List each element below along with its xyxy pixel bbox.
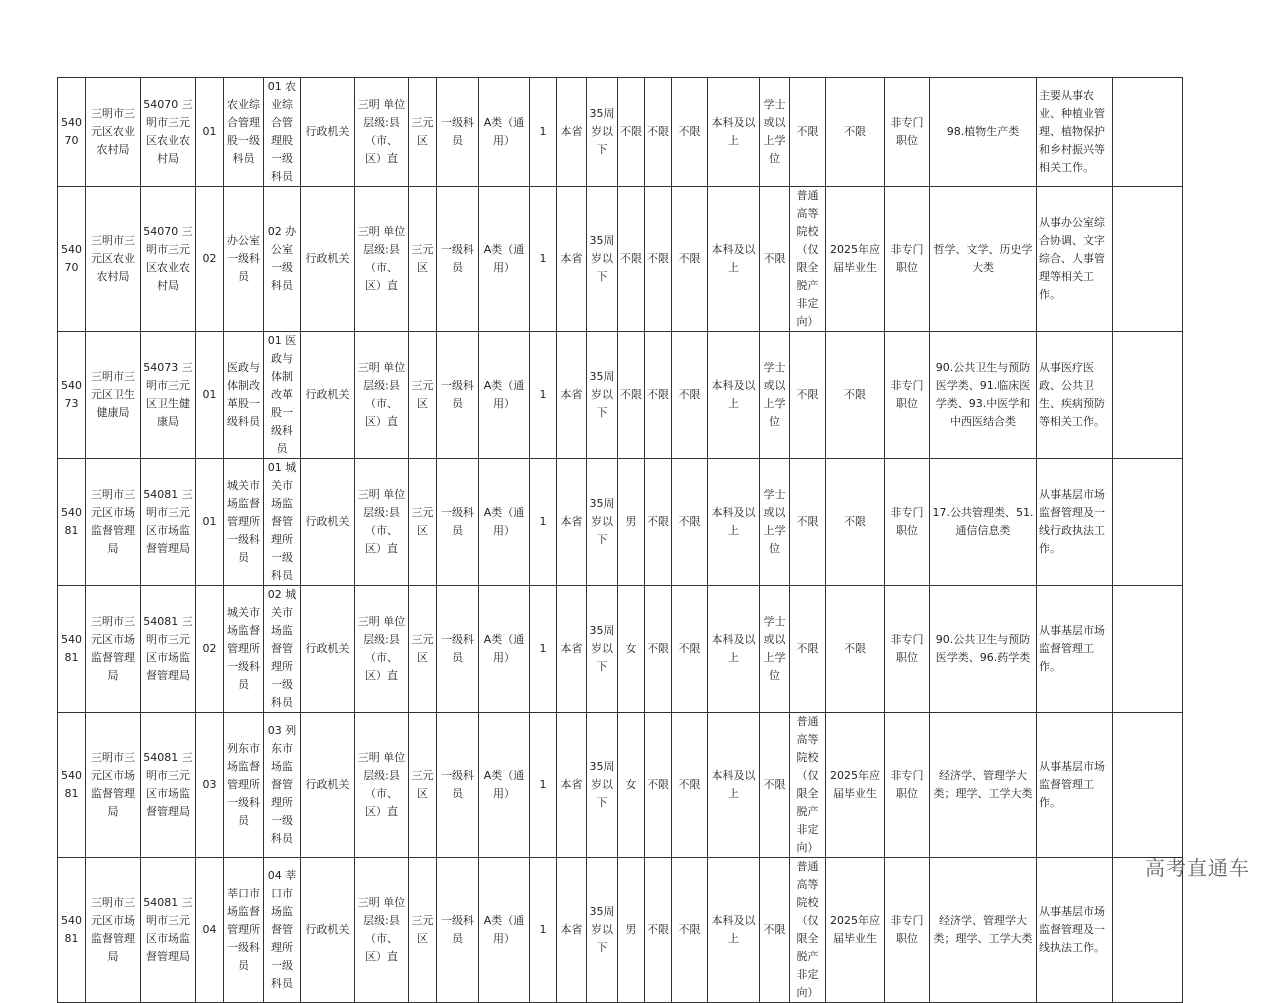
- table-cell: A类（通用）: [479, 78, 530, 187]
- table-cell: 1: [530, 713, 557, 858]
- table-cell: 本科及以上: [708, 713, 760, 858]
- table-cell: A类（通用）: [479, 187, 530, 332]
- table-cell: 1: [530, 858, 557, 1003]
- table-cell: 三明 单位层级:县（市、区）直: [355, 78, 409, 187]
- table-cell: 从事基层市场监督管理工作。: [1037, 586, 1113, 713]
- table-cell: 女: [618, 713, 645, 858]
- table-cell: 学士或以上学位: [760, 78, 790, 187]
- table-cell: 非专门职位: [885, 586, 930, 713]
- table-cell: 不限: [618, 78, 645, 187]
- table-cell: 1: [530, 586, 557, 713]
- table-cell: 不限: [826, 78, 885, 187]
- table-cell: 03: [196, 713, 224, 858]
- table-cell: 02: [196, 187, 224, 332]
- table-row: [58, 586, 1183, 713]
- table-cell: 不限: [672, 187, 708, 332]
- table-cell: 35周岁以下: [587, 586, 618, 713]
- table-row: [58, 713, 1183, 858]
- job-table: [57, 77, 1183, 1003]
- table-cell: 一级科员: [437, 332, 479, 459]
- table-cell: 不限: [826, 586, 885, 713]
- table-row: [58, 78, 1183, 187]
- table-cell: 普通高等院校（仅限全脱产非定向）: [790, 187, 826, 332]
- table-cell: 不限: [760, 713, 790, 858]
- table-cell: 行政机关: [301, 187, 355, 332]
- table-cell: 城关市场监督管理所一级科员: [224, 586, 264, 713]
- table-row: [58, 332, 1183, 459]
- table-cell: 不限: [672, 586, 708, 713]
- table-cell: 男: [618, 858, 645, 1003]
- table-cell: 不限: [790, 459, 826, 586]
- table-cell: 医政与体制改革股一级科员: [224, 332, 264, 459]
- table-cell: 不限: [645, 187, 672, 332]
- table-cell: 不限: [645, 459, 672, 586]
- table-cell: 三明 单位层级:县（市、区）直: [355, 713, 409, 858]
- table-cell: 90.公共卫生与预防医学类、96.药学类: [930, 586, 1037, 713]
- table-cell: 02: [196, 586, 224, 713]
- table-cell: 1: [530, 332, 557, 459]
- table-cell: 不限: [826, 459, 885, 586]
- table-cell: 不限: [645, 332, 672, 459]
- table-cell: 本省: [557, 332, 587, 459]
- table-cell: [1113, 332, 1183, 459]
- table-cell: 54081 三明市三元区市场监督管理局: [141, 586, 196, 713]
- table-cell: 不限: [790, 78, 826, 187]
- table-cell: 不限: [618, 187, 645, 332]
- table-cell: A类（通用）: [479, 586, 530, 713]
- table-cell: A类（通用）: [479, 858, 530, 1003]
- table-cell: 54073: [58, 332, 86, 459]
- table-cell: 学士或以上学位: [760, 586, 790, 713]
- table-cell: 一级科员: [437, 713, 479, 858]
- table-cell: 54081: [58, 713, 86, 858]
- table-cell: 非专门职位: [885, 187, 930, 332]
- table-cell: 主要从事农业、种植业管理、植物保护和乡村振兴等相关工作。: [1037, 78, 1113, 187]
- table-cell: 1: [530, 459, 557, 586]
- table-cell: 本科及以上: [708, 332, 760, 459]
- table-cell: 不限: [672, 332, 708, 459]
- table-cell: 本省: [557, 187, 587, 332]
- table-cell: 02 办公室一级科员: [264, 187, 301, 332]
- table-cell: 01 城关市场监督管理所一级科员: [264, 459, 301, 586]
- table-row: [58, 187, 1183, 332]
- table-cell: 三明市三元区市场监督管理局: [86, 586, 141, 713]
- table-cell: 一级科员: [437, 459, 479, 586]
- table-cell: 本省: [557, 586, 587, 713]
- table-cell: 本省: [557, 713, 587, 858]
- watermark-text: 高考直通车: [1145, 856, 1250, 880]
- table-cell: 54070 三明市三元区农业农村局: [141, 78, 196, 187]
- table-cell: 非专门职位: [885, 78, 930, 187]
- table-cell: 从事办公室综合协调、文字综合、人事管理等相关工作。: [1037, 187, 1113, 332]
- table-cell: 行政机关: [301, 713, 355, 858]
- table-cell: 01: [196, 332, 224, 459]
- table-cell: 不限: [618, 332, 645, 459]
- table-cell: 本省: [557, 858, 587, 1003]
- table-cell: 不限: [790, 332, 826, 459]
- table-cell: A类（通用）: [479, 713, 530, 858]
- table-cell: 35周岁以下: [587, 858, 618, 1003]
- table-cell: 不限: [760, 187, 790, 332]
- table-cell: 列东市场监督管理所一级科员: [224, 713, 264, 858]
- table-cell: 不限: [645, 713, 672, 858]
- table-cell: 哲学、文学、历史学大类: [930, 187, 1037, 332]
- table-cell: 男: [618, 459, 645, 586]
- table-cell: 本科及以上: [708, 586, 760, 713]
- table-cell: 三明市三元区市场监督管理局: [86, 459, 141, 586]
- table-cell: 54073 三明市三元区卫生健康局: [141, 332, 196, 459]
- table-cell: 35周岁以下: [587, 187, 618, 332]
- table-cell: 03 列东市场监督管理所一级科员: [264, 713, 301, 858]
- table-row: [58, 459, 1183, 586]
- table-cell: 54081: [58, 586, 86, 713]
- table-cell: 莘口市场监督管理所一级科员: [224, 858, 264, 1003]
- table-cell: 城关市场监督管理所一级科员: [224, 459, 264, 586]
- table-cell: 一级科员: [437, 78, 479, 187]
- table-cell: [1113, 586, 1183, 713]
- table-cell: 学士或以上学位: [760, 459, 790, 586]
- table-cell: 35周岁以下: [587, 332, 618, 459]
- table-cell: 三元区: [409, 713, 437, 858]
- table-cell: 经济学、管理学大类；理学、工学大类: [930, 858, 1037, 1003]
- table-cell: [1113, 713, 1183, 858]
- table-cell: 54070 三明市三元区农业农村局: [141, 187, 196, 332]
- table-cell: 不限: [645, 78, 672, 187]
- table-cell: 98.植物生产类: [930, 78, 1037, 187]
- table-cell: 学士或以上学位: [760, 332, 790, 459]
- table-cell: 1: [530, 187, 557, 332]
- table-cell: 54081: [58, 459, 86, 586]
- table-cell: 女: [618, 586, 645, 713]
- table-cell: 90.公共卫生与预防医学类、91.临床医学类、93.中医学和中西医结合类: [930, 332, 1037, 459]
- table-cell: 从事医疗医政、公共卫生、疾病预防等相关工作。: [1037, 332, 1113, 459]
- table-cell: 行政机关: [301, 78, 355, 187]
- table-cell: 普通高等院校（仅限全脱产非定向）: [790, 713, 826, 858]
- table-cell: 04: [196, 858, 224, 1003]
- table-cell: 1: [530, 78, 557, 187]
- table-cell: 农业综合管理股一级科员: [224, 78, 264, 187]
- table-cell: 不限: [672, 858, 708, 1003]
- table-cell: 三明 单位层级:县（市、区）直: [355, 459, 409, 586]
- table-cell: 经济学、管理学大类；理学、工学大类: [930, 713, 1037, 858]
- table-cell: 01: [196, 78, 224, 187]
- table-cell: 三元区: [409, 332, 437, 459]
- table-cell: 54081 三明市三元区市场监督管理局: [141, 858, 196, 1003]
- table-cell: 不限: [645, 858, 672, 1003]
- table-cell: 三元区: [409, 459, 437, 586]
- table-cell: 01 农业综合管理股一级科员: [264, 78, 301, 187]
- table-cell: A类（通用）: [479, 459, 530, 586]
- table-cell: 一级科员: [437, 858, 479, 1003]
- table-cell: 一级科员: [437, 586, 479, 713]
- table-cell: 不限: [790, 586, 826, 713]
- table-cell: 从事基层市场监督管理工作。: [1037, 713, 1113, 858]
- table-cell: 三明市三元区农业农村局: [86, 187, 141, 332]
- table-cell: 从事基层市场监督管理及一线执法工作。: [1037, 858, 1113, 1003]
- table-cell: 54081 三明市三元区市场监督管理局: [141, 459, 196, 586]
- table-cell: 非专门职位: [885, 858, 930, 1003]
- table-cell: 不限: [672, 713, 708, 858]
- table-cell: 不限: [672, 78, 708, 187]
- table-cell: [1113, 78, 1183, 187]
- table-cell: 办公室一级科员: [224, 187, 264, 332]
- table-cell: 三明 单位层级:县（市、区）直: [355, 332, 409, 459]
- table-cell: [1113, 187, 1183, 332]
- table-cell: 三明市三元区市场监督管理局: [86, 713, 141, 858]
- table-cell: 01: [196, 459, 224, 586]
- table-cell: 三明市三元区农业农村局: [86, 78, 141, 187]
- table-cell: 行政机关: [301, 586, 355, 713]
- table-cell: 从事基层市场监督管理及一线行政执法工作。: [1037, 459, 1113, 586]
- table-cell: 非专门职位: [885, 459, 930, 586]
- table-cell: 本省: [557, 459, 587, 586]
- table-cell: 01 医政与体制改革股一级科员: [264, 332, 301, 459]
- table-cell: 三明市三元区卫生健康局: [86, 332, 141, 459]
- table-cell: 三明 单位层级:县（市、区）直: [355, 187, 409, 332]
- table-cell: [1113, 459, 1183, 586]
- table-cell: 54081: [58, 858, 86, 1003]
- table-cell: 普通高等院校（仅限全脱产非定向）: [790, 858, 826, 1003]
- table-cell: 本省: [557, 78, 587, 187]
- table-cell: 本科及以上: [708, 858, 760, 1003]
- table-cell: 非专门职位: [885, 332, 930, 459]
- table-cell: 行政机关: [301, 858, 355, 1003]
- table-cell: 2025年应届毕业生: [826, 187, 885, 332]
- table-cell: 三元区: [409, 187, 437, 332]
- table-cell: 三明 单位层级:县（市、区）直: [355, 858, 409, 1003]
- table-row: [58, 858, 1183, 1003]
- table-cell: 本科及以上: [708, 459, 760, 586]
- table-cell: A类（通用）: [479, 332, 530, 459]
- table-cell: 35周岁以下: [587, 78, 618, 187]
- table-cell: 三元区: [409, 78, 437, 187]
- table-cell: 本科及以上: [708, 78, 760, 187]
- table-cell: 本科及以上: [708, 187, 760, 332]
- table-cell: 54070: [58, 78, 86, 187]
- table-cell: 17.公共管理类、51.通信信息类: [930, 459, 1037, 586]
- table-cell: 行政机关: [301, 459, 355, 586]
- table-cell: 2025年应届毕业生: [826, 713, 885, 858]
- table-cell: 不限: [826, 332, 885, 459]
- table-cell: 35周岁以下: [587, 459, 618, 586]
- table-cell: 三明 单位层级:县（市、区）直: [355, 586, 409, 713]
- table-cell: 2025年应届毕业生: [826, 858, 885, 1003]
- table-cell: 02 城关市场监督管理所一级科员: [264, 586, 301, 713]
- table-cell: 35周岁以下: [587, 713, 618, 858]
- table-cell: 不限: [672, 459, 708, 586]
- table-cell: 三元区: [409, 586, 437, 713]
- table-cell: 54081 三明市三元区市场监督管理局: [141, 713, 196, 858]
- table-cell: 行政机关: [301, 332, 355, 459]
- table-cell: 04 莘口市场监督管理所一级科员: [264, 858, 301, 1003]
- table-cell: 不限: [760, 858, 790, 1003]
- table-cell: 三元区: [409, 858, 437, 1003]
- table-cell: 非专门职位: [885, 713, 930, 858]
- table-cell: 三明市三元区市场监督管理局: [86, 858, 141, 1003]
- table-cell: 不限: [645, 586, 672, 713]
- table-cell: 一级科员: [437, 187, 479, 332]
- table-cell: 54070: [58, 187, 86, 332]
